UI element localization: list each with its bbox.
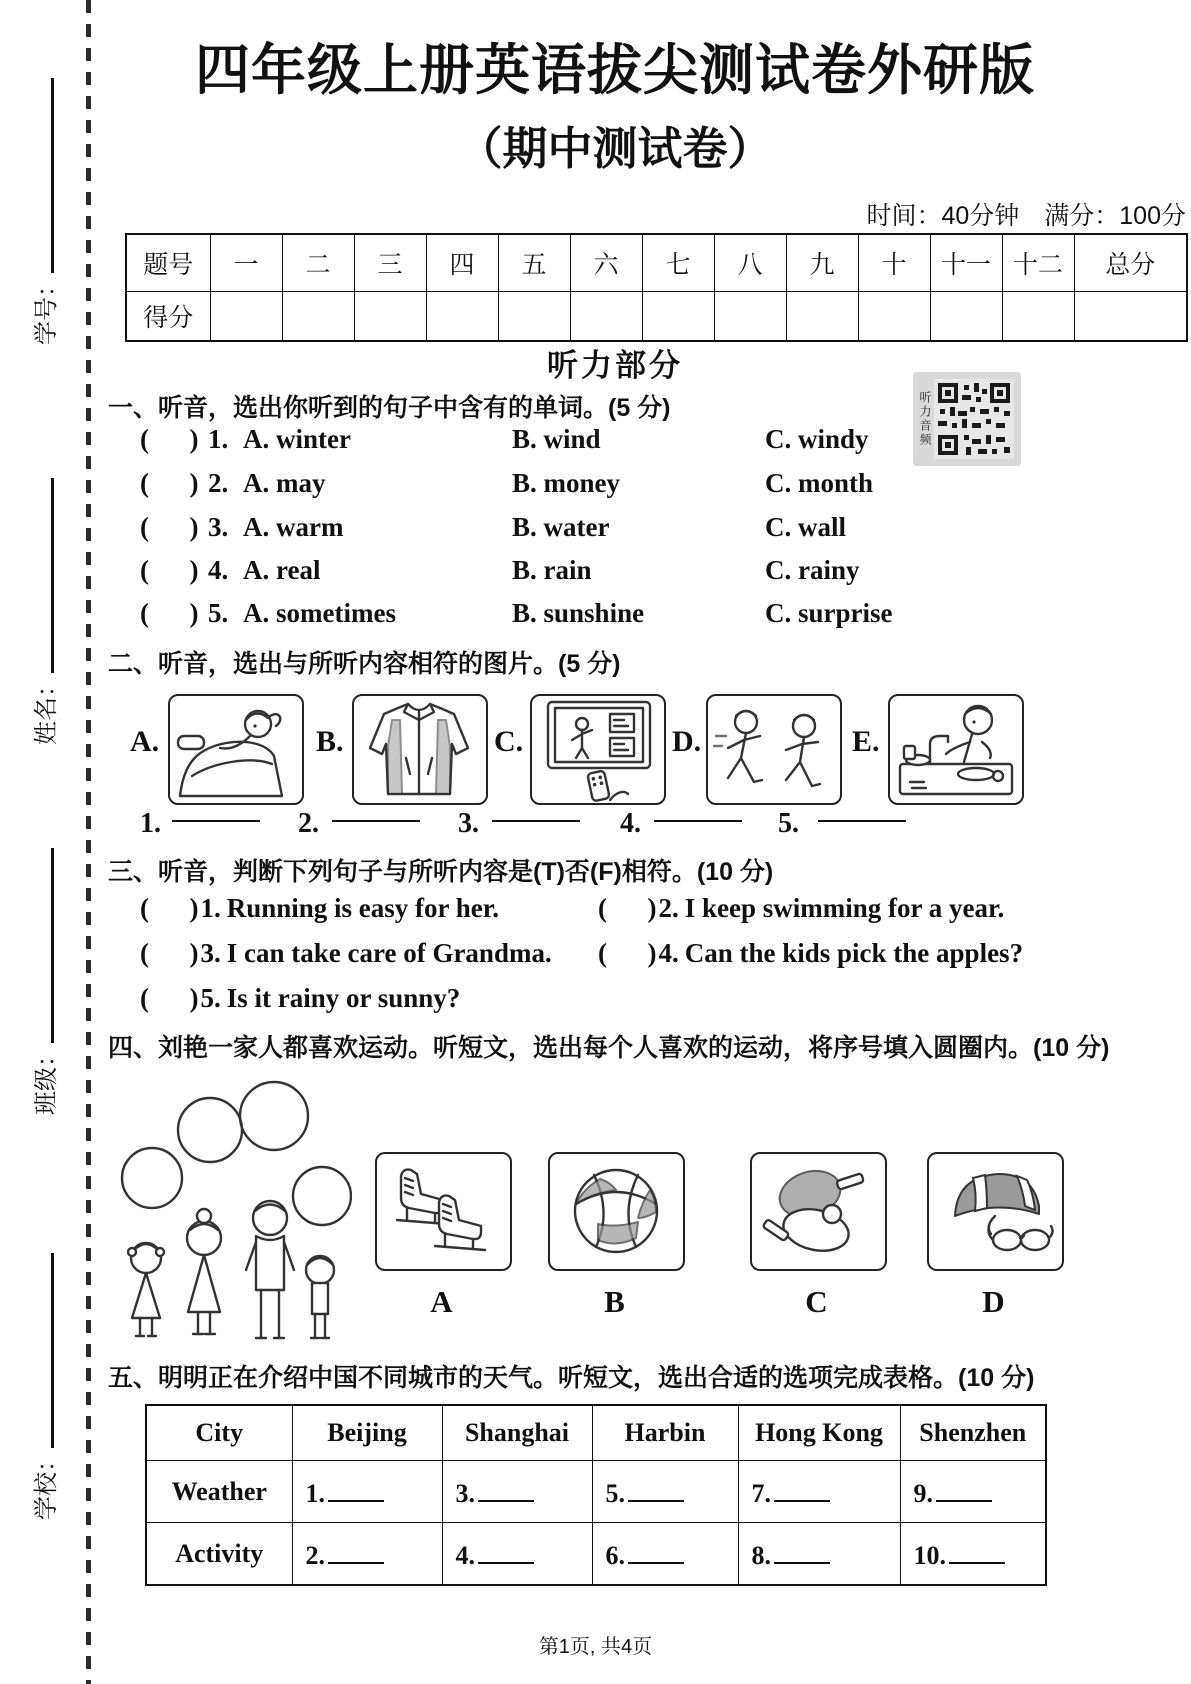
section4-heading: 四、刘艳一家人都喜欢运动。听短文，选出每个人喜欢的运动，将序号填入圆圈内。(10 分) bbox=[108, 1034, 1110, 1062]
option-a: A. real bbox=[243, 555, 321, 585]
score-value-cell[interactable] bbox=[498, 292, 570, 342]
answer-circle[interactable] bbox=[293, 1167, 351, 1225]
answer-paren[interactable]: ( ) bbox=[140, 555, 199, 585]
sport-ice-skates bbox=[375, 1152, 512, 1271]
score-header-cell: 七 bbox=[642, 234, 714, 292]
school-field bbox=[26, 1253, 61, 1520]
swimming-cap-goggles-illustration bbox=[929, 1154, 1062, 1269]
sport-label: C bbox=[805, 1284, 828, 1319]
score-row-label: 得分 bbox=[126, 292, 210, 342]
section2-heading: 二、听音，选出与所听内容相符的图片。(5 分) bbox=[108, 650, 621, 678]
sport-swimming bbox=[927, 1152, 1064, 1271]
score-value-cell[interactable] bbox=[570, 292, 642, 342]
blank-number: 5. bbox=[605, 1479, 625, 1508]
picture-jacket bbox=[352, 694, 488, 805]
blank-number: 8. bbox=[751, 1541, 771, 1570]
answer-blank[interactable] bbox=[628, 1536, 684, 1564]
answer-blank[interactable] bbox=[949, 1536, 1005, 1564]
city-header: Beijing bbox=[292, 1405, 442, 1461]
question-number: 3. bbox=[208, 512, 229, 542]
sport-volleyball bbox=[548, 1152, 685, 1271]
answer-blank[interactable] bbox=[628, 1474, 684, 1502]
answer-circle[interactable] bbox=[178, 1098, 242, 1162]
option-row bbox=[0, 598, 1191, 638]
section1-heading: 一、听音，选出你听到的句子中含有的单词。(5 分) bbox=[108, 394, 671, 422]
score-header-cell: 一 bbox=[210, 234, 282, 292]
option-c: C. windy bbox=[765, 424, 869, 454]
question-number: 1. bbox=[208, 424, 229, 454]
score-value-cell[interactable] bbox=[930, 292, 1002, 342]
jacket-illustration bbox=[354, 696, 486, 803]
answer-paren[interactable]: ( ) bbox=[140, 598, 199, 628]
answer-paren[interactable]: ( ) bbox=[140, 983, 199, 1013]
score-header-cell: 九 bbox=[786, 234, 858, 292]
blank-number: 7. bbox=[751, 1479, 771, 1508]
option-a: A. sometimes bbox=[243, 598, 396, 628]
class-field bbox=[26, 848, 61, 1115]
option-a: A. may bbox=[243, 468, 326, 498]
option-b: B. money bbox=[512, 468, 620, 498]
score-value-cell[interactable] bbox=[714, 292, 786, 342]
answer-blank[interactable] bbox=[774, 1536, 830, 1564]
answer-blank[interactable] bbox=[936, 1474, 992, 1502]
answer-paren[interactable]: ( ) bbox=[140, 468, 199, 498]
score-value-cell[interactable] bbox=[858, 292, 930, 342]
blank-number: 1. bbox=[305, 1479, 325, 1508]
ice-skates-illustration bbox=[377, 1154, 510, 1269]
answer-circle[interactable] bbox=[240, 1082, 308, 1150]
row-label: Weather bbox=[146, 1461, 292, 1523]
city-header: Harbin bbox=[592, 1405, 738, 1461]
option-row bbox=[0, 512, 1191, 552]
option-c: C. surprise bbox=[765, 598, 893, 628]
score-value-cell[interactable] bbox=[1074, 292, 1187, 342]
option-c: C. wall bbox=[765, 512, 846, 542]
city-weather-table bbox=[145, 1404, 1047, 1586]
picture-label: A. bbox=[130, 725, 160, 758]
option-row bbox=[0, 468, 1191, 508]
blank-number: 4. bbox=[455, 1541, 475, 1570]
blank-number: 4. bbox=[620, 808, 641, 839]
blank-number: 1. bbox=[140, 808, 161, 839]
volleyball-illustration bbox=[550, 1154, 683, 1269]
option-a: A. warm bbox=[243, 512, 344, 542]
question-number: 4. bbox=[208, 555, 229, 585]
question-number: 5. bbox=[200, 983, 221, 1013]
option-c: C. rainy bbox=[765, 555, 860, 585]
score-header-cell: 六 bbox=[570, 234, 642, 292]
score-header-cell: 八 bbox=[714, 234, 786, 292]
question-number: 2. bbox=[658, 893, 679, 923]
answer-blank[interactable] bbox=[332, 796, 420, 822]
sport-table-tennis bbox=[750, 1152, 887, 1271]
page-footer: 第1页, 共4页 bbox=[538, 1636, 653, 1658]
section3-heading: 三、听音，判断下列句子与所听内容是(T)否(F)相符。(10 分) bbox=[108, 858, 774, 886]
picture-label: D. bbox=[672, 725, 702, 758]
picture-label: C. bbox=[494, 725, 524, 758]
score-header-cell: 十 bbox=[858, 234, 930, 292]
score-value-cell[interactable] bbox=[210, 292, 282, 342]
score-value-cell[interactable] bbox=[1002, 292, 1074, 342]
score-header-cell: 题号 bbox=[126, 234, 210, 292]
answer-blank[interactable] bbox=[328, 1536, 384, 1564]
question-number: 2. bbox=[208, 468, 229, 498]
question-text: Running is easy for her. bbox=[226, 893, 500, 923]
score-header-cell: 二 bbox=[282, 234, 354, 292]
school-blank[interactable] bbox=[26, 1253, 54, 1448]
tf-item bbox=[140, 893, 499, 924]
section5-heading: 五、明明正在介绍中国不同城市的天气。听短文，选出合适的选项完成表格。(10 分) bbox=[108, 1364, 1035, 1392]
tf-item bbox=[598, 893, 1004, 924]
seal-dashed-line bbox=[86, 0, 91, 1684]
children-running-illustration bbox=[708, 696, 840, 803]
question-text: I can take care of Grandma. bbox=[226, 938, 552, 968]
exam-meta: 时间：40分钟 满分：100分 bbox=[866, 202, 1186, 230]
sport-label: B bbox=[604, 1284, 625, 1319]
class-label: 班级： bbox=[33, 1043, 61, 1115]
score-header-cell: 十二 bbox=[1002, 234, 1074, 292]
city-header: Shanghai bbox=[442, 1405, 592, 1461]
blank-number: 3. bbox=[458, 808, 479, 839]
option-b: B. sunshine bbox=[512, 598, 645, 628]
page-title: 四年级上册英语拔尖测试卷外研版 bbox=[194, 39, 1035, 101]
picture-label: E. bbox=[852, 725, 880, 758]
row-label: Activity bbox=[146, 1523, 292, 1586]
answer-paren[interactable]: ( ) bbox=[598, 938, 657, 968]
question-text: Can the kids pick the apples? bbox=[684, 938, 1024, 968]
blank-number: 5. bbox=[778, 808, 799, 839]
answer-blank[interactable] bbox=[492, 796, 580, 822]
student-name-label: 姓名： bbox=[33, 673, 61, 745]
score-value-cell[interactable] bbox=[426, 292, 498, 342]
blank-number: 10. bbox=[913, 1541, 946, 1570]
answer-paren[interactable]: ( ) bbox=[140, 512, 199, 542]
sport-label: A bbox=[430, 1284, 453, 1319]
question-text: Is it rainy or sunny? bbox=[226, 983, 461, 1013]
answer-blank[interactable] bbox=[654, 796, 742, 822]
picture-children-running bbox=[706, 694, 842, 805]
tf-item bbox=[598, 938, 1023, 969]
score-header-cell: 总分 bbox=[1074, 234, 1187, 292]
answer-paren[interactable]: ( ) bbox=[598, 893, 657, 923]
page-subtitle: （期中测试卷） bbox=[457, 123, 773, 174]
question-number: 5. bbox=[208, 598, 229, 628]
sport-label: D bbox=[982, 1284, 1005, 1319]
score-value-cell[interactable] bbox=[642, 292, 714, 342]
answer-blank[interactable] bbox=[774, 1474, 830, 1502]
option-b: B. water bbox=[512, 512, 610, 542]
picture-making-bed bbox=[168, 694, 304, 805]
question-number: 1. bbox=[200, 893, 221, 923]
score-header-cell: 五 bbox=[498, 234, 570, 292]
answer-paren[interactable]: ( ) bbox=[140, 424, 199, 454]
picture-label: B. bbox=[316, 725, 344, 758]
answer-circle[interactable] bbox=[122, 1148, 182, 1208]
answer-paren[interactable]: ( ) bbox=[140, 893, 199, 923]
question-number: 4. bbox=[658, 938, 679, 968]
tv-remote-illustration bbox=[532, 696, 664, 803]
city-header: Shenzhen bbox=[900, 1405, 1046, 1461]
making-bed-illustration bbox=[170, 696, 302, 803]
option-c: C. month bbox=[765, 468, 874, 498]
answer-blank[interactable] bbox=[818, 796, 906, 822]
question-number: 3. bbox=[200, 938, 221, 968]
answer-blank[interactable] bbox=[328, 1474, 384, 1502]
table-tennis-illustration bbox=[752, 1154, 885, 1269]
score-table bbox=[125, 233, 1188, 342]
option-b: B. wind bbox=[512, 424, 601, 454]
student-id-blank[interactable] bbox=[26, 78, 54, 273]
listening-part-heading: 听力部分 bbox=[547, 348, 683, 383]
option-b: B. rain bbox=[512, 555, 592, 585]
answer-blank[interactable] bbox=[478, 1474, 534, 1502]
score-header-cell: 四 bbox=[426, 234, 498, 292]
student-id-field bbox=[26, 78, 61, 345]
score-value-cell[interactable] bbox=[282, 292, 354, 342]
blank-number: 2. bbox=[298, 808, 319, 839]
score-header-cell: 三 bbox=[354, 234, 426, 292]
city-header: Hong Kong bbox=[738, 1405, 900, 1461]
tf-item bbox=[140, 983, 460, 1014]
washing-dishes-illustration bbox=[890, 696, 1022, 803]
answer-blank[interactable] bbox=[478, 1536, 534, 1564]
score-value-cell[interactable] bbox=[354, 292, 426, 342]
class-blank[interactable] bbox=[26, 848, 54, 1043]
city-header: City bbox=[146, 1405, 292, 1461]
blank-number: 9. bbox=[913, 1479, 933, 1508]
blank-number: 3. bbox=[455, 1479, 475, 1508]
option-row bbox=[0, 424, 1191, 464]
qr-label: 听力音频 bbox=[918, 391, 932, 447]
score-value-cell[interactable] bbox=[786, 292, 858, 342]
school-label: 学校： bbox=[33, 1448, 61, 1520]
answer-paren[interactable]: ( ) bbox=[140, 938, 199, 968]
student-id-label: 学号： bbox=[33, 273, 61, 345]
blank-number: 6. bbox=[605, 1541, 625, 1570]
family-illustration bbox=[112, 1066, 352, 1348]
option-a: A. winter bbox=[243, 424, 351, 454]
option-row bbox=[0, 555, 1191, 595]
question-text: I keep swimming for a year. bbox=[684, 893, 1005, 923]
tf-item bbox=[140, 938, 552, 969]
picture-washing-dishes bbox=[888, 694, 1024, 805]
answer-blank[interactable] bbox=[172, 796, 260, 822]
score-header-cell: 十一 bbox=[930, 234, 1002, 292]
picture-tv-remote bbox=[530, 694, 666, 805]
blank-number: 2. bbox=[305, 1541, 325, 1570]
